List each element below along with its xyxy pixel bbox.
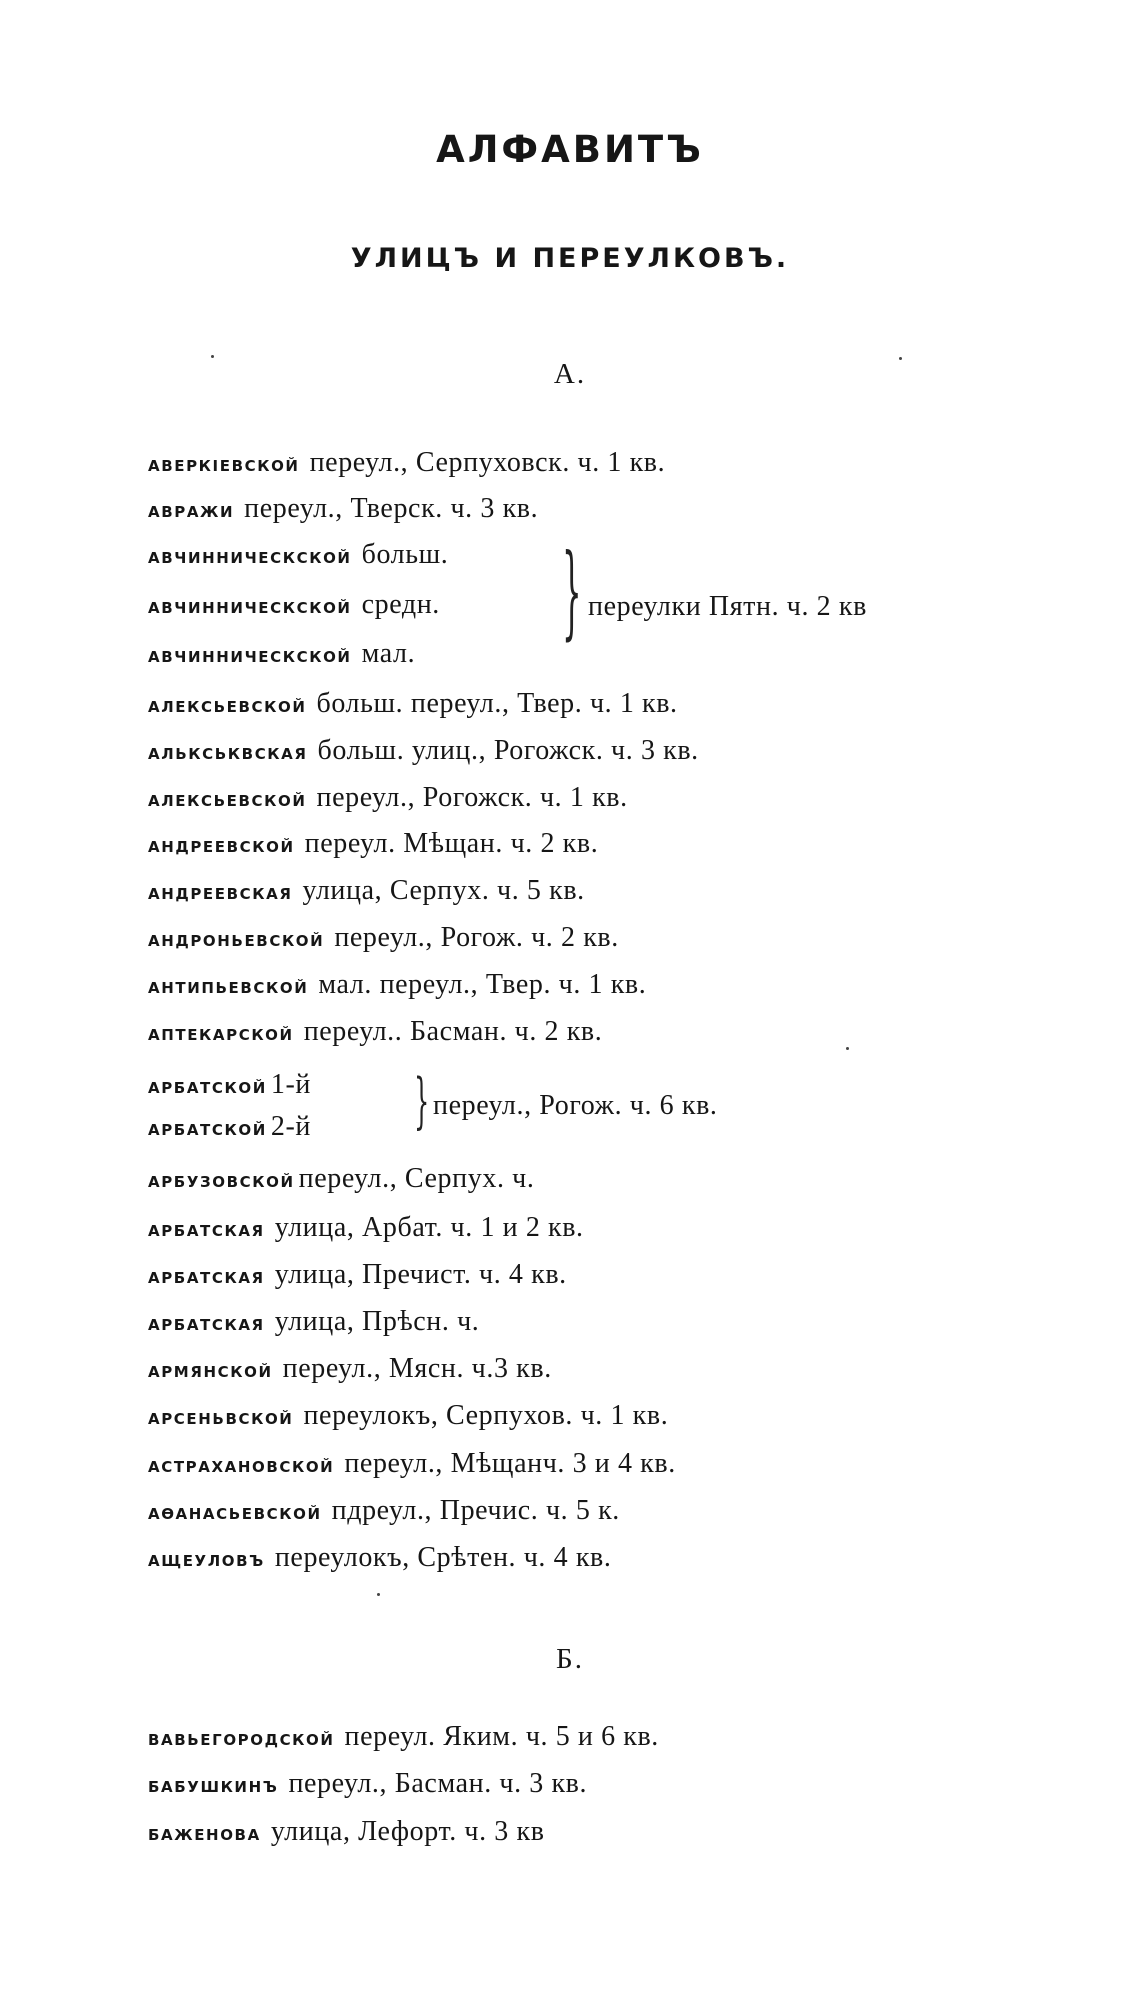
ink-speck (377, 1593, 380, 1596)
entry-text: переул., Рогожск. ч. 1 кв. (316, 782, 628, 813)
entry-head: арбатская (148, 1217, 265, 1242)
entry-text: пдреул., Пречис. ч. 5 к. (331, 1495, 620, 1526)
list-item (148, 495, 538, 523)
list-item (148, 1261, 567, 1289)
page-title: АЛФАВИТЪ (436, 128, 704, 171)
list-item (148, 449, 665, 477)
list-item (148, 1165, 534, 1193)
entry-head: ащеуловъ (148, 1547, 265, 1572)
section-letter-a: А. (553, 358, 587, 390)
entry-text: больш. переул., Твер. ч. 1 кв. (316, 688, 678, 719)
section-letter-b: Б. (556, 1643, 584, 1675)
entry-head: арсеньвской (148, 1405, 294, 1430)
entry-text: переулокъ, Серпухов. ч. 1 кв. (303, 1400, 669, 1431)
list-item (148, 541, 448, 569)
entry-head: вавьегородской (148, 1726, 335, 1751)
entry-head: антипьевской (148, 974, 309, 999)
entry-head: андроньевской (148, 927, 325, 952)
entry-text: переул.. Басман. ч. 2 кв. (303, 1016, 603, 1047)
entry-head: андреевская (148, 880, 293, 905)
entry-head: бабушкинъ (148, 1773, 279, 1798)
entry-text: больш. улиц., Рогожск. ч. 3 кв. (317, 735, 699, 766)
list-item (148, 1723, 659, 1751)
entry-text: переулокъ, Срѣтен. ч. 4 кв. (274, 1542, 612, 1573)
entry-head: аверкіевской (148, 452, 300, 477)
entry-head: авчинническской (148, 643, 352, 668)
list-item (148, 1544, 611, 1572)
entry-head: авчинническской (148, 544, 352, 569)
list-item (148, 1214, 584, 1242)
entry-text: улица, Серпух. ч. 5 кв. (302, 875, 585, 906)
list-item (148, 924, 619, 952)
entry-text: переул., Серпух. ч. (298, 1163, 535, 1194)
brace-group-text: переулки Пятн. ч. 2 кв (588, 591, 867, 622)
entry-head: арбузовской (148, 1168, 295, 1193)
entry-text: переул., Мясн. ч.3 кв. (282, 1353, 552, 1384)
list-item (148, 1018, 602, 1046)
entry-head: алексьевской (148, 693, 307, 718)
entry-text: улица, Прѣсн. ч. (274, 1306, 480, 1337)
brace-icon: } (414, 1067, 430, 1136)
entry-text: переул., Тверск. ч. 3 кв. (244, 493, 539, 524)
entry-head: авражи (148, 498, 235, 523)
list-item (148, 640, 415, 668)
brace-icon: } (562, 534, 582, 652)
entry-head: алексьевской (148, 787, 307, 812)
entry-text: переул., Серпуховск. ч. 1 кв. (309, 447, 666, 478)
entry-text: улица, Пречист. ч. 4 кв. (274, 1259, 567, 1290)
entry-head: алькськвская (148, 740, 308, 765)
entry-text: улица, Арбат. ч. 1 и 2 кв. (274, 1212, 584, 1243)
entry-head: авчинническской (148, 594, 352, 619)
ink-speck (211, 355, 214, 358)
ink-speck (846, 1047, 849, 1050)
entry-text: 2-й (270, 1111, 311, 1142)
list-item (148, 830, 598, 858)
list-item (148, 1770, 587, 1798)
entry-text: переул., Басман. ч. 3 кв. (288, 1768, 588, 1799)
entry-text: мал. переул., Твер. ч. 1 кв. (318, 969, 647, 1000)
entry-text: средн. (361, 589, 440, 620)
entry-text: 1-й (270, 1069, 311, 1100)
list-item (148, 971, 646, 999)
list-item (148, 1113, 311, 1141)
entry-head: армянской (148, 1358, 273, 1383)
entry-text: улица, Лефорт. ч. 3 кв (270, 1816, 545, 1847)
list-item (148, 1355, 552, 1383)
list-item (148, 737, 699, 765)
entry-head: арбатская (148, 1311, 265, 1336)
entry-text: переул., Рогож. ч. 2 кв. (334, 922, 619, 953)
entry-text: переул., Мѣщанч. 3 и 4 кв. (344, 1448, 676, 1479)
entry-head: арбатской (148, 1074, 267, 1099)
entry-text: мал. (361, 638, 416, 669)
list-item (148, 1308, 479, 1336)
list-item (148, 877, 585, 905)
entry-head: астрахановской (148, 1453, 335, 1478)
entry-head: арбатской (148, 1116, 267, 1141)
list-item (148, 1402, 668, 1430)
entry-text: больш. (361, 539, 449, 570)
entry-head: андреевской (148, 833, 295, 858)
entry-head: баженова (148, 1821, 261, 1846)
list-item (148, 591, 440, 619)
ink-speck (899, 357, 902, 360)
list-item (148, 1818, 545, 1846)
list-item (148, 784, 628, 812)
entry-head: арбатская (148, 1264, 265, 1289)
list-item (148, 1071, 311, 1099)
entry-head: аптекарской (148, 1021, 294, 1046)
entry-head: аѳанасьевской (148, 1500, 322, 1525)
list-item (148, 690, 678, 718)
list-item (148, 1450, 676, 1478)
entry-text: переул. Мѣщан. ч. 2 кв. (304, 828, 599, 859)
page-subtitle: УЛИЦЪ И ПЕРЕУЛКОВЪ. (350, 243, 790, 274)
entry-text: переул. Яким. ч. 5 и 6 кв. (344, 1721, 659, 1752)
brace-group-text: переул., Рогож. ч. 6 кв. (433, 1090, 718, 1121)
list-item (148, 1497, 620, 1525)
